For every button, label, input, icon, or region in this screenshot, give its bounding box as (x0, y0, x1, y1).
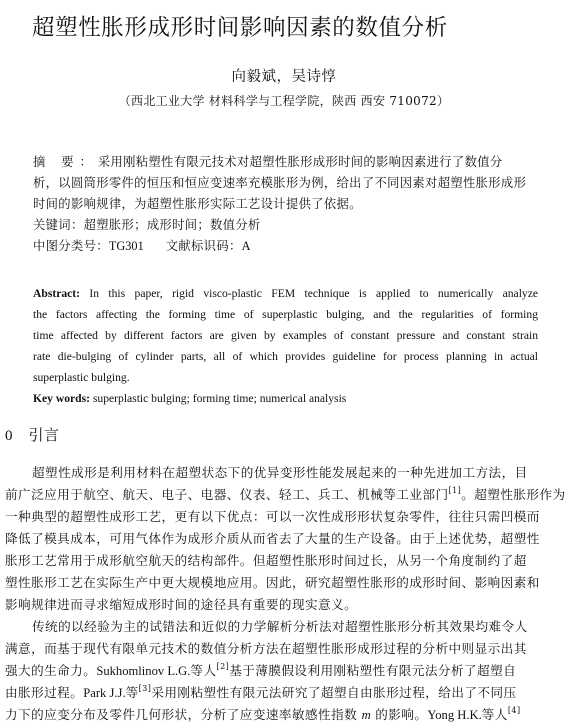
citation-ref: [4] (507, 706, 521, 715)
body-line: 胀形工艺常用于成形航空航天的结构部件。但超塑性胀形时间过长，从另一个角度制约了超 (5, 553, 527, 568)
body-line: 超塑性成形是利用材料在超塑状态下的优异变形性能发展起来的一种先进加工方法，目 (32, 465, 528, 480)
body-line (5, 484, 566, 506)
body-text-span: 前广泛应用于航空、航天、电子、电器、仪表、轻工、兵工、机械等工业部门 (5, 487, 449, 502)
body-text-span: 由胀形过程。 (5, 685, 84, 700)
english-abstract (33, 283, 538, 409)
en-keywords-value: superplastic bulging; forming time; numerical analysis (92, 392, 347, 405)
author-citation-name: Sukhomlinov L.G. (96, 664, 191, 678)
en-abstract-label: Abstract: (33, 287, 81, 300)
author-citation-name: Park J.J. (83, 686, 126, 700)
clc-label: 中图分类号： (33, 239, 109, 253)
body-text-span: 等 (125, 685, 139, 700)
body-line: 影响规律进而寻求缩短成形时间的途径具有重要的现实意义。 (5, 597, 358, 612)
en-keywords (33, 388, 538, 409)
citation-ref: [2] (216, 662, 230, 671)
cn-keywords-value: 超塑胀形；成形时间；数值分析 (83, 218, 261, 232)
body-line (5, 704, 561, 726)
cn-abstract-line-2: 析，以圆筒形零件的恒压和恒应变速率充模胀形为例，给出了不同因素对超塑性胀形成形 (33, 176, 527, 190)
cn-keywords-label: 关键词： (33, 218, 84, 232)
body-line: 降低了模具成本，可用气体作为成形介质从而省去了大量的生产设备。由于上述优势，超塑性 (5, 531, 540, 546)
en-abstract-line-3: time affected by different factors are given by examples of constant pressure and constant strain (33, 329, 538, 342)
en-abstract-line-2: the factors affecting the forming time of superplastic bulging, and the regularities of forming (33, 308, 538, 321)
classification-line (33, 236, 543, 257)
body-text-span: 强大的生命力。 (5, 663, 97, 678)
body-text-span: 等人 (190, 663, 217, 678)
body-line: 满意，而基于现代有限单元技术的数值分析方法在超塑性胀形成形过程的分析中则显示出其 (5, 641, 527, 656)
en-abstract-line-1 (33, 283, 538, 304)
section-heading (5, 424, 60, 445)
body-line: 传统的以经验为主的试错法和近似的力学解析分析法对超塑性胀形分析其效果均难令人 (32, 619, 528, 634)
body-line (5, 660, 561, 682)
body-text-span: 。超塑性胀形作为 (461, 487, 566, 502)
cn-keywords (33, 215, 543, 236)
citation-ref: [3] (138, 684, 152, 693)
body-text-span: 力下的应变分布及零件几何形状，分析了应变速率敏感性指数 (5, 707, 362, 722)
cn-abstract-text: 采用刚粘塑性有限元技术对超塑性胀形成形时间的影响因素进行了数值分 (97, 155, 503, 169)
chinese-abstract (33, 152, 543, 257)
body-text (5, 462, 566, 726)
cn-abstract-line-1 (33, 152, 543, 173)
section-title-text: 引言 (28, 426, 60, 444)
cn-abstract-label: 摘 要： (33, 155, 98, 169)
en-abstract-text: In this paper, rigid visco-plastic FEM technique is applied to numerically analyze (89, 287, 539, 300)
author-affiliation: （西北工业大学 材料科学与工程学院，陕西 西安 710072） (118, 94, 450, 108)
doc-code-value: A (241, 239, 251, 253)
author-citation-name: Yong H.K. (427, 708, 482, 722)
body-line: 一种典型的超塑性成形工艺，更有以下优点：可以一次性成形形状复杂零件，往往只需凹模而 (5, 509, 540, 524)
body-text-span: 的影响。 (370, 707, 428, 722)
en-keywords-label: Key words: (33, 392, 90, 405)
cn-abstract-line-3: 时间的影响规律，为超塑性胀形实际工艺设计提供了依据。 (33, 197, 362, 211)
body-text-span: 基于薄膜假设利用刚粘塑性有限元法分析了超塑自 (229, 663, 517, 678)
author-list: 向毅斌，吴诗惇 (231, 69, 337, 85)
en-abstract-line-4: rate die-bulging of cylinder parts, all of which provides guideline for process planning in actual (33, 350, 538, 363)
doc-code-label: 文献标识码： (165, 239, 242, 253)
clc-value: TG301 (108, 239, 144, 253)
body-text-span: 采用刚粘塑性有限元法研究了超塑自由胀形过程，给出了不同压 (151, 685, 517, 700)
body-line: 塑性胀形工艺在实际生产中更大规模地应用。因此，研究超塑性胀形的成形时间、影响因素和 (5, 575, 540, 590)
math-variable-m: m (361, 708, 371, 722)
citation-ref: [1] (448, 486, 462, 495)
en-abstract-line-5: superplastic bulging. (33, 371, 130, 384)
body-text-span: 等人 (481, 707, 508, 722)
section-number: 0 (5, 428, 13, 444)
paper-title: 超塑性胀形成形时间影响因素的数值分析 (32, 15, 448, 41)
body-line (5, 682, 561, 704)
